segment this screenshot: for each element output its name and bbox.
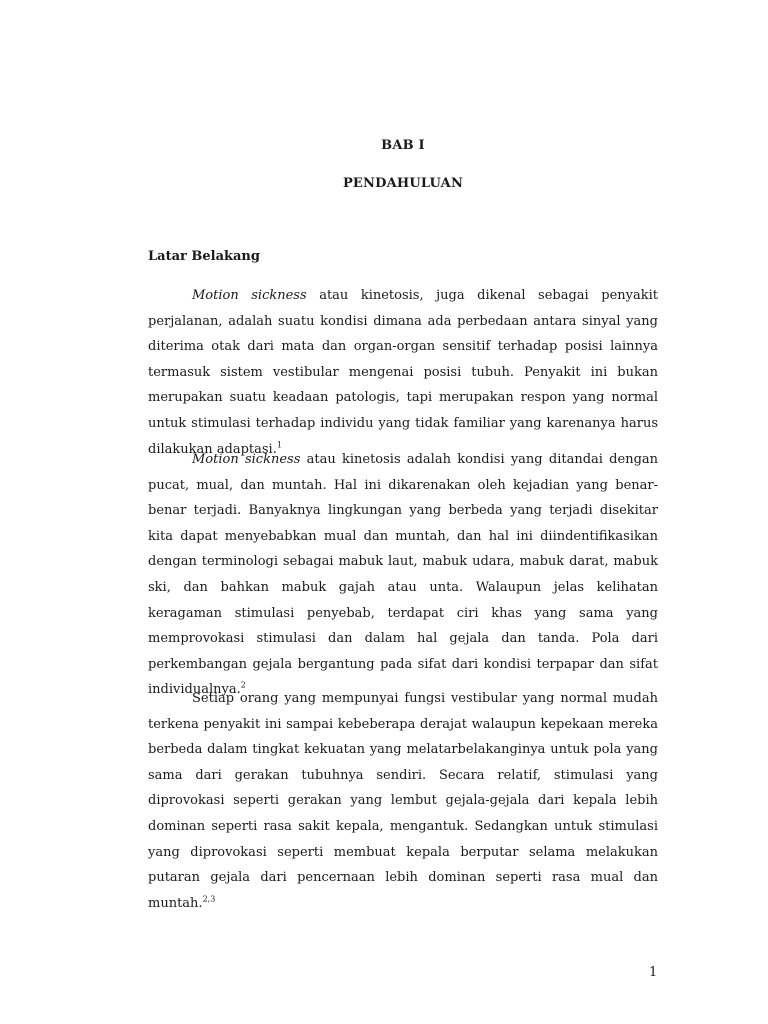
paragraph-2-footnote-ref: 2 [240,681,246,691]
paragraph-3-text: Setiap orang yang mempunyai fungsi vestibular yang normal mudah terkena penyakit ini sampai kebeberapa derajat walaupun kepekaan mereka berbeda dalam tingkat kekuatan yang melatarbelakanginya untuk pola yang sama dari gerakan tubuhnya sendiri. Secara relatif, stimulasi yang diprovokasi seperti gerakan yang lembut gejala-gejala dari kepala lebih dominan seperti rasa sakit kepala, mengantuk. Sedangkan untuk stimulasi yang diprovokasi seperti membuat kepala berputar selama melakukan putaran gejala dari pencernaan lebih dominan seperti rasa mual dan muntah. [148,691,658,911]
paragraph-1-text: atau kinetosis, juga dikenal sebagai penyakit perjalanan, adalah suatu kondisi dimana ada perbedaan antara sinyal yang diterima otak dari mata dan organ-organ sensitif terhadap posisi lainnya termasuk sistem vestibular mengenai posisi tubuh. Penyakit ini bukan merupakan suatu keadaan patologis, tapi merupakan respon yang normal untuk stimulasi terhadap individu yang tidak familiar yang karenanya harus dilakukan adaptasi. [148,288,658,457]
chapter-title: PENDAHULUAN [342,176,464,191]
paragraph-1-italic-term: Motion sickness [192,288,307,303]
paragraph-2-text: atau kinetosis adalah kondisi yang ditandai dengan pucat, mual, dan muntah. Hal ini dikarenakan oleh kejadian yang benar-benar terjadi. Banyaknya lingkungan yang berbeda yang terjadi disekitar kita dapat menyebabkan mual dan muntah, dan hal ini diindentifikasikan dengan terminologi sebagai mabuk laut, mabuk udara, mabuk darat, mabuk ski, dan bahkan mabuk gajah atau unta. Walaupun jelas kelihatan keragaman stimulasi penyebab, terdapat ciri khas yang sama yang memprovokasi stimulasi dan dalam hal gejala dan tanda. Pola dari perkembangan gejala bergantung pada sifat dari kondisi terpapar dan sifat individualnya. [148,452,659,698]
paragraph-2 [148,447,658,703]
paragraph-2-italic-term: Motion sickness [192,452,301,467]
paragraph-3 [148,686,658,916]
chapter-number: BAB I [381,138,425,153]
paragraph-1 [148,283,658,462]
page-number: 1 [649,965,658,980]
paragraph-3-footnote-ref: 2,3 [202,894,216,904]
section-heading: Latar Belakang [148,249,260,264]
paragraph-1-footnote-ref: 1 [276,440,282,450]
